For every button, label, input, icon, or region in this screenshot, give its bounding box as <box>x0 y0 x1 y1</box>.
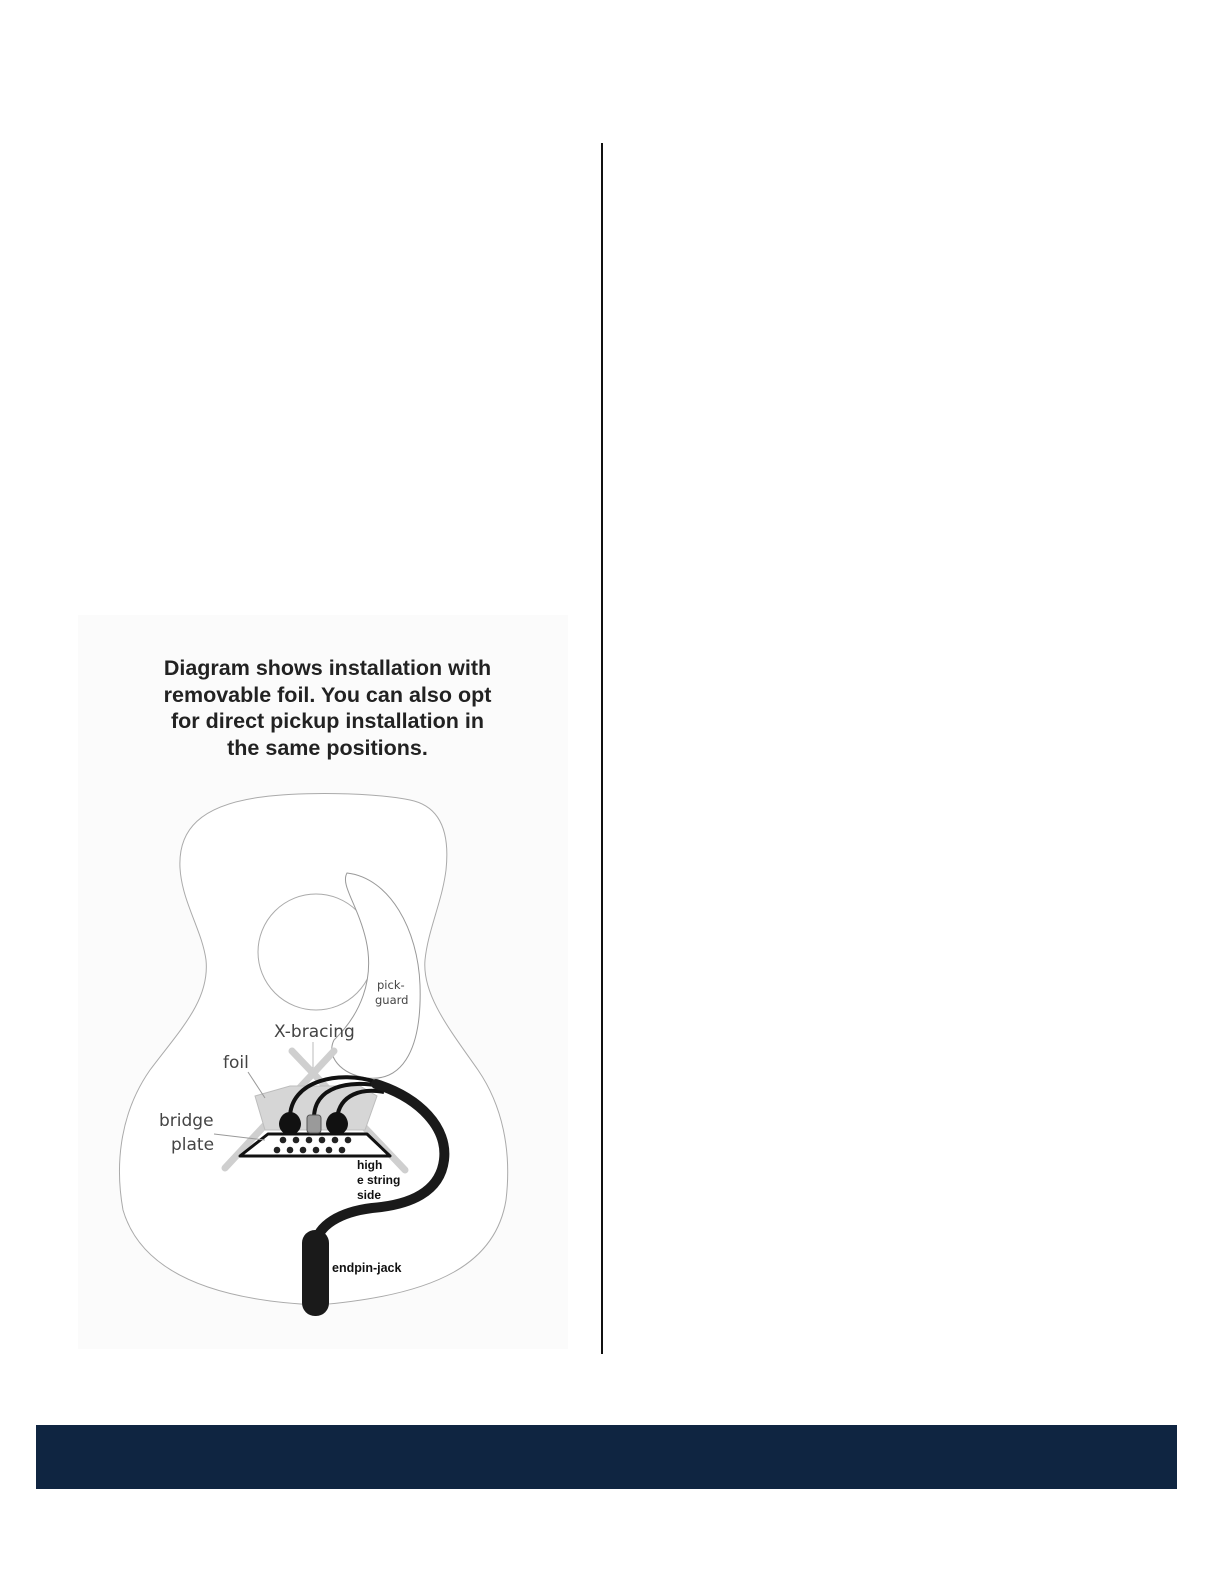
footer-bar <box>36 1425 1177 1489</box>
foil-label: foil <box>223 1053 249 1073</box>
caption-line: Diagram shows installation with <box>163 656 492 680</box>
bridge-plate-label: bridge <box>159 1111 214 1131</box>
high-e-string-side-label: e string <box>357 1173 401 1187</box>
endpin-jack-label: endpin-jack <box>332 1261 402 1275</box>
endpin-jack-shape <box>302 1230 329 1316</box>
guitar-body-outline <box>119 794 507 1305</box>
pickup-center <box>307 1115 321 1133</box>
pickguard-label: guard <box>375 993 409 1007</box>
caption-line: for direct pickup installation in <box>171 709 484 733</box>
bridge-plate-label: plate <box>171 1135 215 1155</box>
high-e-string-side-label: high <box>357 1158 383 1172</box>
caption-line: the same positions. <box>227 735 428 760</box>
caption-line: removable foil. You can also opt <box>163 682 492 707</box>
pickguard-label: pick- <box>377 978 405 992</box>
x-bracing-label: X-bracing <box>274 1022 355 1042</box>
high-e-string-side-label: side <box>357 1188 382 1202</box>
